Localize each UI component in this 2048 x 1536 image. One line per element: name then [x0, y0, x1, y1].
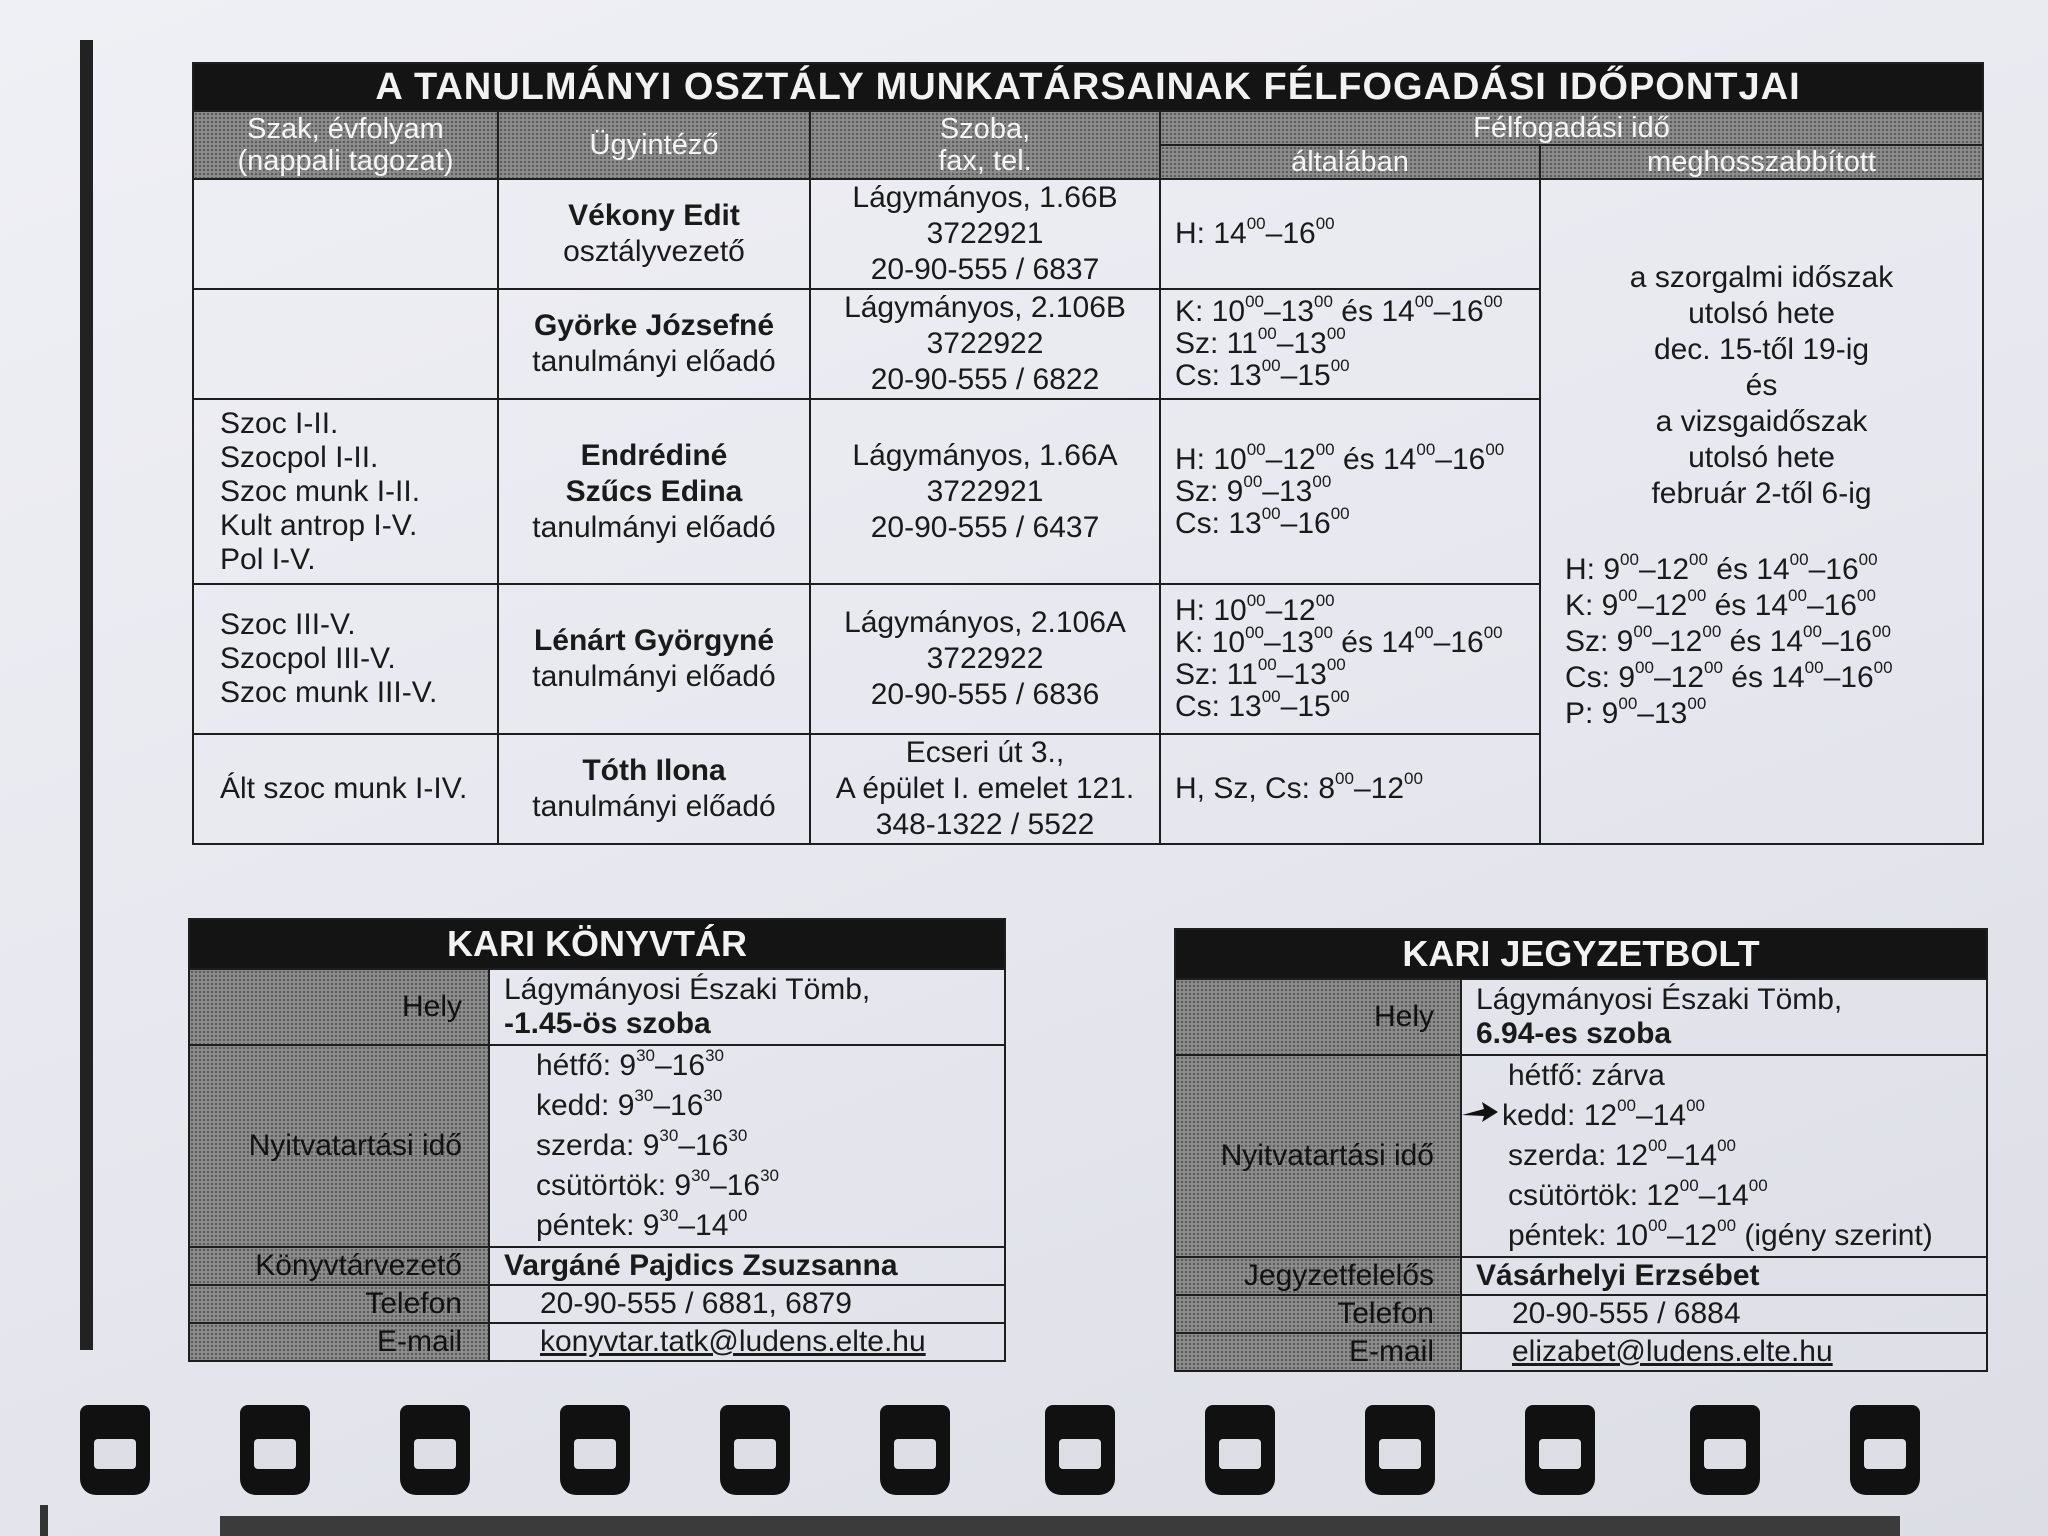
hours-line: H: $10^{00}-12^{00}$ és $14^{00}-16^{00}$: [1175, 439, 1505, 476]
room-phone: 20-90-555 / 6437: [870, 510, 1100, 544]
opening-day: péntek: $10^{00}-12^{00}$ (igény szerint): [1508, 1216, 1933, 1252]
room-location: Lágymányos, 2.106B: [844, 291, 1126, 324]
binding-ring: [880, 1405, 950, 1495]
shop-email-label: E-mail: [1175, 1333, 1461, 1371]
extended-hours-line: K: $9^{00}-12^{00}$ és $14^{00}-16^{00}$: [1565, 586, 1876, 622]
extended-text-line: február 2-től 6-ig: [1651, 477, 1872, 510]
extended-hours-line: H: $9^{00}-12^{00}$ és $14^{00}-16^{00}$: [1565, 550, 1878, 586]
room-fax: 3722922: [926, 327, 1044, 360]
opening-day-text: kedd: $12^{00}-14^{00}$: [1502, 1096, 1705, 1132]
hours-line: Cs: $13^{00}-16^{00}$: [1175, 503, 1350, 540]
hours-line: Sz: $11^{00}-13^{00}$: [1175, 655, 1346, 691]
extended-text-line: utolsó hete: [1688, 297, 1835, 330]
szak-line: Kult antrop I-V.: [220, 508, 418, 542]
extended-text-line: utolsó hete: [1688, 441, 1835, 474]
ugyintezo-cell: [498, 584, 810, 734]
shop-title: KARI JEGYZETBOLT: [1175, 929, 1987, 979]
room-cell: [810, 399, 1160, 584]
library-hely-label: Hely: [189, 969, 489, 1045]
arrow-right-icon: [1460, 1096, 1502, 1136]
opening-day: hétfő: $9^{30}-16^{30}$: [536, 1046, 724, 1082]
opening-day: péntek: $9^{30}-14^{00}$: [536, 1206, 748, 1242]
extended-hours-list: [1541, 552, 1982, 732]
opening-day: szerda: $12^{00}-14^{00}$: [1508, 1136, 1736, 1172]
szak-line: Pol I-V.: [220, 542, 316, 576]
szak-line: Ált szoc munk I-IV.: [220, 772, 468, 805]
hours-cell: [1160, 399, 1540, 584]
szak-cell: [193, 734, 498, 844]
opening-day: csütörtök: $9^{30}-16^{30}$: [536, 1166, 779, 1202]
library-vezeto: Vargáné Pajdics Zsuzsanna: [489, 1247, 1005, 1285]
opening-day: csütörtök: $12^{00}-14^{00}$: [1508, 1176, 1768, 1212]
hours-line: Sz: $11^{00}-13^{00}$: [1175, 324, 1346, 360]
staff-name: Tóth Ilona: [582, 754, 726, 787]
shop-nyitva-label: Nyitvatartási idő: [1175, 1055, 1461, 1257]
library-hely-value: [489, 969, 1005, 1045]
binding-ring: [720, 1405, 790, 1495]
shop-hely-value: [1461, 979, 1987, 1055]
hours-line: H, Sz, Cs: $8^{00}-12^{00}$: [1175, 769, 1423, 805]
margin-rule-lower: [40, 1505, 48, 1536]
header-szoba: [810, 111, 1160, 179]
margin-rule: [80, 40, 93, 1350]
szak-line: Szocpol III-V.: [220, 642, 396, 675]
table-row: [193, 179, 1983, 289]
binding-ring: [1525, 1405, 1595, 1495]
library-box: [188, 918, 1006, 1362]
staff-role: osztályvezető: [563, 235, 745, 268]
shop-telefon: 20-90-555 / 6884: [1461, 1295, 1987, 1333]
library-opening-hours: [489, 1045, 1005, 1247]
ugyintezo-cell: [498, 179, 810, 289]
hours-line: Cs: $13^{00}-15^{00}$: [1175, 687, 1350, 723]
hours-line: Sz: $9^{00}-13^{00}$: [1175, 471, 1332, 508]
header-meghosszabbitott: meghosszabbított: [1540, 145, 1983, 179]
room-phone: 20-90-555 / 6837: [870, 253, 1100, 286]
shop-hely-line1: Lágymányosi Északi Tömb,: [1476, 983, 1843, 1016]
extended-hours-line: P: $9^{00}-13^{00}$: [1565, 694, 1707, 730]
header-fogadasi: Félfogadási idő: [1160, 111, 1983, 145]
shop-felelos: Vásárhelyi Erzsébet: [1461, 1257, 1987, 1295]
next-page-edge: [220, 1516, 1900, 1536]
room-phone: 348-1322 / 5522: [875, 808, 1095, 841]
room-fax: 3722921: [926, 217, 1044, 250]
shop-opening-hours: [1461, 1055, 1987, 1257]
header-ugyintezo: Ügyintéző: [498, 111, 810, 179]
room-phone: 20-90-555 / 6836: [870, 678, 1100, 711]
library-vezeto-label: Könyvtárvezető: [189, 1247, 489, 1285]
szak-cell: [193, 289, 498, 399]
extended-text-line: a vizsgaidőszak: [1655, 405, 1868, 438]
table-title: A TANULMÁNYI OSZTÁLY MUNKATÁRSAINAK FÉLFOGADÁSI IDŐPONTJAI: [193, 63, 1983, 111]
hours-line: H: $10^{00}-12^{00}$: [1175, 591, 1335, 627]
library-nyitva-label: Nyitvatartási idő: [189, 1045, 489, 1247]
header-szoba-label: Szoba,: [939, 113, 1031, 145]
hours-line: K: $10^{00}-13^{00}$ és $14^{00}-16^{00}$: [1175, 623, 1503, 659]
szak-line: Szoc I-II.: [220, 406, 339, 440]
shop-hely-line2: 6.94-es szoba: [1476, 1017, 1672, 1050]
library-hely-line2: -1.45-ös szoba: [504, 1007, 711, 1040]
binding-ring: [1690, 1405, 1760, 1495]
room-location: Ecseri út 3.,: [905, 736, 1065, 769]
room-cell: [810, 584, 1160, 734]
extended-hours-line: Cs: $9^{00}-12^{00}$ és $14^{00}-16^{00}$: [1565, 658, 1893, 694]
room-location: Lágymányos, 1.66B: [852, 181, 1118, 214]
shop-telefon-label: Telefon: [1175, 1295, 1461, 1333]
hours-cell: [1160, 584, 1540, 734]
header-szak-sublabel: (nappali tagozat): [237, 145, 454, 177]
extended-text-line: a szorgalmi időszak: [1629, 261, 1894, 294]
ugyintezo-cell: [498, 289, 810, 399]
extended-text-line: és: [1745, 369, 1778, 402]
extended-text-line: dec. 15-től 19-ig: [1653, 333, 1870, 366]
staff-role: tanulmányi előadó: [532, 660, 776, 693]
staff-name: Endrédiné: [580, 438, 728, 472]
hours-line: Cs: $13^{00}-15^{00}$: [1175, 356, 1350, 392]
shop-hely-label: Hely: [1175, 979, 1461, 1055]
szak-cell: [193, 584, 498, 734]
hours-cell: [1160, 289, 1540, 399]
shop-box: [1174, 928, 1988, 1372]
staff-role: tanulmányi előadó: [532, 510, 776, 544]
opening-day-highlighted: [1502, 1096, 1986, 1136]
binding-ring: [1850, 1405, 1920, 1495]
binding-ring: [1365, 1405, 1435, 1495]
room-fax: 3722921: [926, 474, 1044, 508]
room-cell: [810, 179, 1160, 289]
binding-ring: [560, 1405, 630, 1495]
staff-name: Györke Józsefné: [533, 309, 775, 342]
room-cell: [810, 289, 1160, 399]
room-location: Lágymányos, 2.106A: [844, 606, 1126, 639]
binding-ring: [240, 1405, 310, 1495]
extended-hours-cell: [1540, 179, 1983, 844]
library-telefon: 20-90-555 / 6881, 6879: [489, 1285, 1005, 1323]
library-email-label: E-mail: [189, 1323, 489, 1361]
opening-day: kedd: $9^{30}-16^{30}$: [536, 1086, 723, 1122]
binding-ring: [80, 1405, 150, 1495]
shop-email-link[interactable]: elizabet@ludens.elte.hu: [1461, 1333, 1987, 1371]
staff-role: tanulmányi előadó: [532, 345, 776, 378]
library-telefon-label: Telefon: [189, 1285, 489, 1323]
library-email-link[interactable]: konyvtar.tatk@ludens.elte.hu: [489, 1323, 1005, 1361]
header-altalaban: általában: [1160, 145, 1540, 179]
opening-day: szerda: $9^{30}-16^{30}$: [536, 1126, 748, 1162]
header-szak-label: Szak, évfolyam: [247, 113, 444, 145]
room-fax: 3722922: [926, 642, 1044, 675]
ugyintezo-cell: [498, 734, 810, 844]
staff-role: tanulmányi előadó: [532, 790, 776, 823]
binding-ring: [1205, 1405, 1275, 1495]
hours-cell: [1160, 734, 1540, 844]
room-cell: [810, 734, 1160, 844]
room-fax: A épület I. emelet 121.: [835, 772, 1135, 805]
extended-hours-line: Sz: $9^{00}-12^{00}$ és $14^{00}-16^{00}$: [1565, 622, 1891, 658]
opening-day: hétfő: zárva: [1508, 1059, 1665, 1092]
ugyintezo-cell: [498, 399, 810, 584]
staff-name: Vékony Edit: [568, 199, 740, 232]
szak-line: Szoc munk III-V.: [220, 676, 438, 709]
szak-line: Szoc munk I-II.: [220, 474, 421, 508]
header-szoba-sublabel: fax, tel.: [938, 145, 1032, 177]
hours-line: K: $10^{00}-13^{00}$ és $14^{00}-16^{00}$: [1175, 292, 1503, 328]
hours-line: H: $14^{00}-16^{00}$: [1175, 214, 1335, 250]
staff-name-second-line: Szűcs Edina: [565, 474, 743, 508]
room-location: Lágymányos, 1.66A: [852, 438, 1118, 472]
szak-line: Szoc III-V.: [220, 608, 356, 641]
szak-cell: [193, 179, 498, 289]
binding-ring: [1045, 1405, 1115, 1495]
library-hely-line1: Lágymányosi Északi Tömb,: [504, 973, 871, 1006]
szak-line: Szocpol I-II.: [220, 440, 379, 474]
office-hours-table: [192, 62, 1984, 845]
library-title: KARI KÖNYVTÁR: [189, 919, 1005, 969]
binding-ring: [400, 1405, 470, 1495]
hours-cell: [1160, 179, 1540, 289]
staff-name: Lénárt Györgyné: [533, 624, 775, 657]
shop-felelos-label: Jegyzetfelelős: [1175, 1257, 1461, 1295]
room-phone: 20-90-555 / 6822: [870, 363, 1100, 396]
szak-cell: [193, 399, 498, 584]
header-szak: [193, 111, 498, 179]
